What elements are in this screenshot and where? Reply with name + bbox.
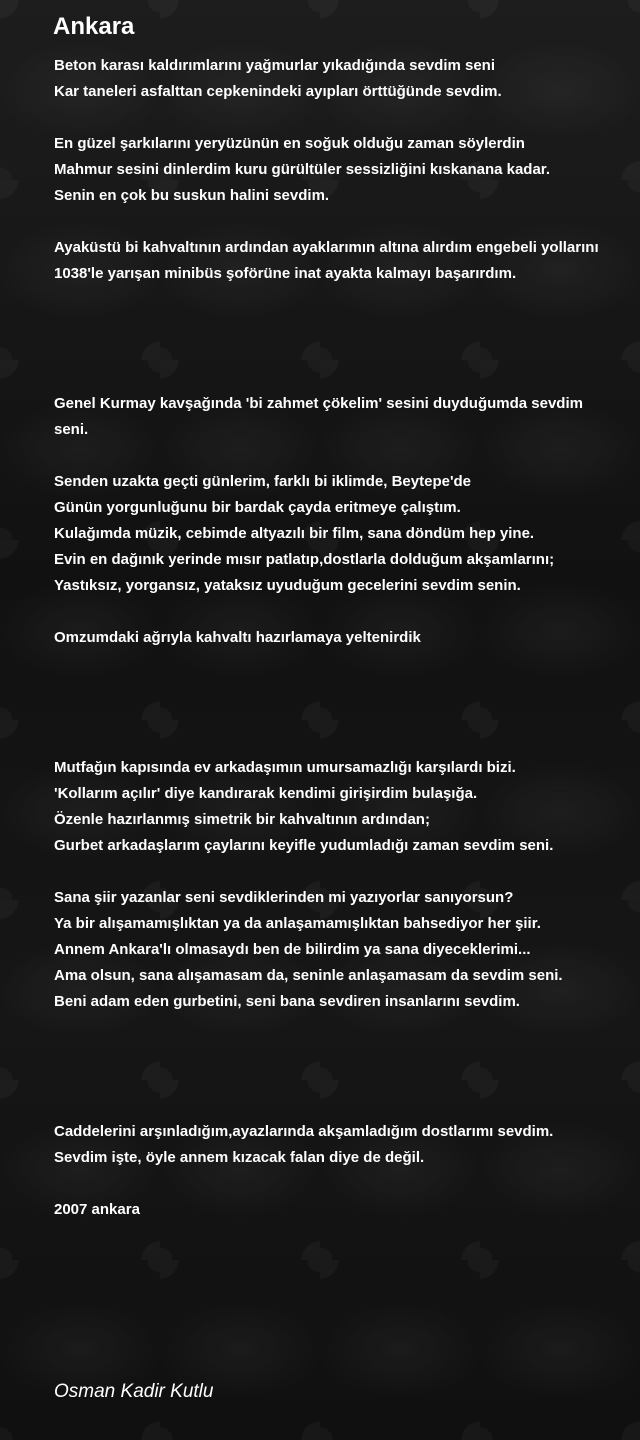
poem-line: Günün yorgunluğunu bir bardak çayda eritmeye çalıştım. [54,499,461,516]
poem-line: Ayaküstü bi kahvaltının ardından ayaklarımın altına alırdım engebeli yollarını [54,239,599,256]
poem-line: Ya bir alışamamışlıktan ya da anlaşamamışlıktan bahsediyor her şiir. [54,915,541,932]
stanza-2 [54,131,614,209]
poem-line: Mutfağın kapısında ev arkadaşımın umursamazlığı karşılardı bizi. [54,759,516,776]
stanza-9 [54,1119,614,1171]
stanza-3 [54,235,614,287]
stanza-gap [54,287,614,391]
stanza-gap [54,859,614,885]
stanza-gap [54,105,614,131]
stanza-7 [54,755,614,859]
poem-line: Genel Kurmay kavşağında 'bi zahmet çökelim' sesini duyduğumda sevdim seni. [54,395,583,438]
poem-body [54,53,614,1223]
poem-line: Ama olsun, sana alışamasam da, seninle anlaşamasam da sevdim seni. [54,967,563,984]
poem-line: Caddelerini arşınladığım,ayazlarında akşamladığım dostlarımı sevdim. [54,1123,554,1140]
poem-line: Senin en çok bu suskun halini sevdim. [54,187,330,204]
stanza-5 [54,469,614,599]
poem-author: Osman Kadir Kutlu [54,1381,214,1402]
poem-line: Annem Ankara'lı olmasaydı ben de bilirdim ya sana diyeceklerimi... [54,941,531,958]
poem-line: Omzumdaki ağrıyla kahvaltı hazırlamaya yeltenirdik [54,629,421,646]
poem-line: Evin en dağınık yerinde mısır patlatıp,dostlarla dolduğum akşamlarını; [54,551,555,568]
poem-line: Özenle hazırlanmış simetrik bir kahvaltının ardından; [54,811,430,828]
stanza-gap [54,1015,614,1119]
stanza-gap [54,209,614,235]
poem-date-line: 2007 ankara [54,1201,140,1218]
poem-line: Yastıksız, yorgansız, yataksız uyuduğum gecelerini sevdim senin. [54,577,521,594]
poem-line: Sana şiir yazanlar seni sevdiklerinden mi yazıyorlar sanıyorsun? [54,889,514,906]
poem-line: Senden uzakta geçti günlerim, farklı bi iklimde, Beytepe'de [54,473,472,490]
poem-line: Mahmur sesini dinlerdim kuru gürültüler sessizliğini kıskanana kadar. [54,161,550,178]
poem-line: Kar taneleri asfalttan cepkenindeki ayıpları örttüğünde sevdim. [54,83,502,100]
poem-line: 1038'le yarışan minibüs şoförüne inat ayakta kalmayı başarırdım. [54,265,517,282]
poem-line: En güzel şarkılarını yeryüzünün en soğuk olduğu zaman söylerdin [54,135,525,152]
stanza-gap [54,599,614,625]
stanza-4 [54,391,614,443]
poem-line: Beni adam eden gurbetini, seni bana sevdiren insanlarını sevdim. [54,993,520,1010]
stanza-gap [54,651,614,755]
stanza-gap [54,1171,614,1197]
poem-line: Sevdim işte, öyle annem kızacak falan diye de değil. [54,1149,425,1166]
poem-line: Beton karası kaldırımlarını yağmurlar yıkadığında sevdim seni [54,57,496,74]
stanza-8 [54,885,614,1015]
poem-line: Gurbet arkadaşlarım çaylarını keyifle yudumladığı zaman sevdim seni. [54,837,554,854]
stanza-gap [54,443,614,469]
stanza-6 [54,625,614,651]
stanza-10 [54,1197,614,1223]
poem-title: Ankara [53,13,135,40]
poem-line: 'Kollarım açılır' diye kandırarak kendimi girişirdim bulaşığa. [54,785,478,802]
poem-line: Kulağımda müzik, cebimde altyazılı bir film, sana döndüm hep yine. [54,525,535,542]
stanza-1 [54,53,614,105]
